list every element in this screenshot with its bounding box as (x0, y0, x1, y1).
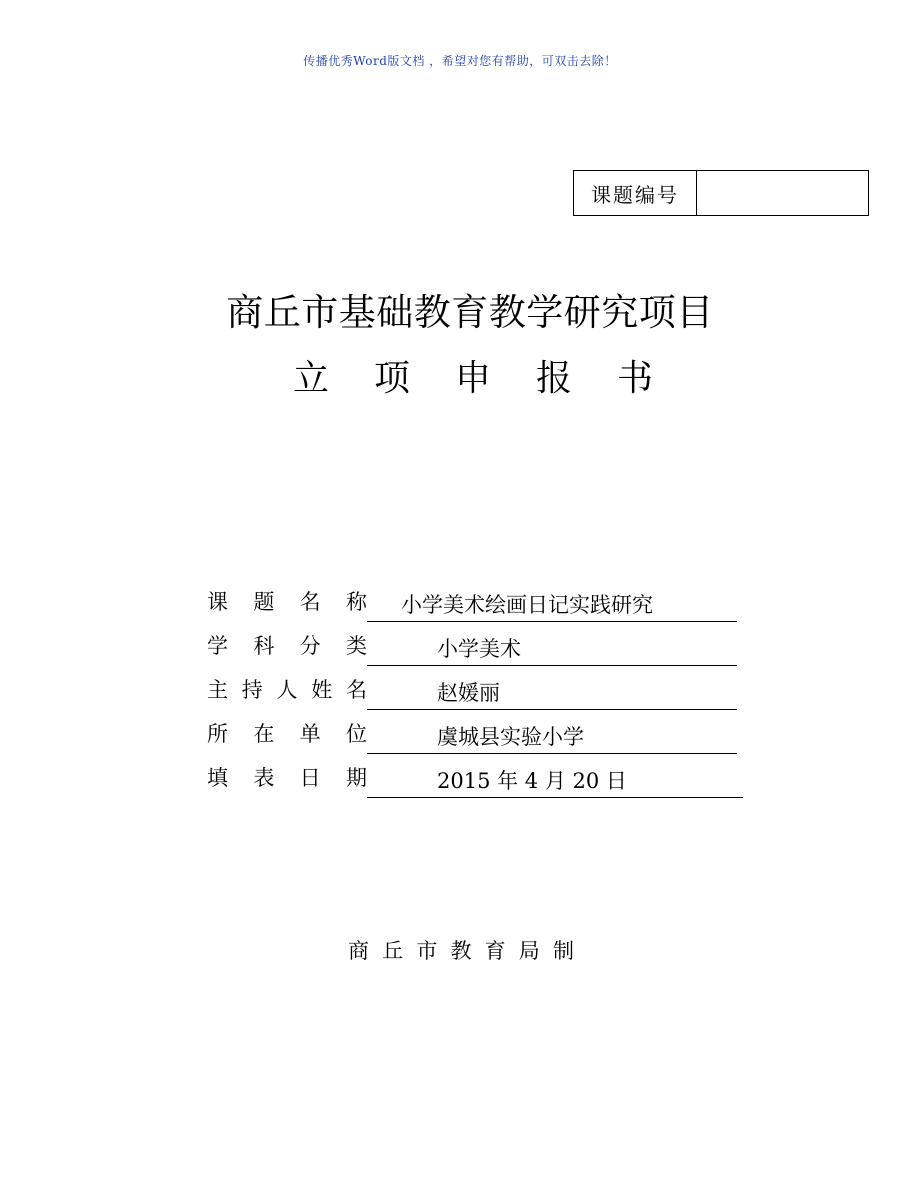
label-char: 名 (346, 678, 367, 702)
field-label-topic (207, 586, 367, 622)
label-char: 姓 (311, 678, 333, 702)
subtitle-char: 申 (454, 358, 491, 399)
label-char: 所 (207, 722, 228, 746)
label-char: 类 (345, 634, 367, 658)
label-char: 表 (253, 766, 275, 790)
subtitle-char: 报 (535, 358, 572, 399)
project-code-field[interactable] (697, 171, 868, 215)
document-title: 商丘市基础教育教学研究项目 (226, 291, 714, 334)
document-subtitle (293, 350, 653, 401)
label-char: 持 (241, 678, 263, 702)
field-value-unit[interactable]: 虞城县实验小学 (367, 718, 737, 754)
project-code-box (573, 170, 869, 216)
label-char: 科 (253, 634, 275, 658)
field-row-topic (207, 578, 747, 622)
field-row-date (207, 754, 747, 798)
footer-char: 制 (552, 939, 574, 963)
subtitle-char: 立 (293, 358, 330, 399)
label-char: 日 (299, 766, 321, 790)
field-label-subject (207, 630, 367, 666)
subtitle-char: 书 (616, 358, 653, 399)
label-char: 分 (299, 634, 321, 658)
subtitle-char: 项 (373, 358, 410, 399)
field-value-host[interactable]: 赵媛丽 (367, 674, 737, 710)
label-char: 题 (253, 590, 275, 614)
label-char: 在 (253, 722, 275, 746)
document-banner: 传播优秀Word版文档 ，希望对您有帮助，可双击去除！ (303, 54, 617, 68)
label-char: 学 (207, 634, 228, 658)
field-value-subject[interactable]: 小学美术 (367, 630, 737, 666)
field-row-host (207, 666, 747, 710)
footer-char: 市 (416, 939, 438, 963)
field-label-unit (207, 718, 367, 754)
field-value-date[interactable]: 2015 年 4 月 20 日 (367, 762, 743, 798)
footer-char: 育 (484, 939, 506, 963)
label-char: 称 (345, 590, 367, 614)
label-char: 填 (207, 766, 228, 790)
label-char: 主 (207, 678, 228, 702)
field-value-topic[interactable]: 小学美术绘画日记实践研究 (367, 586, 737, 622)
footer-char: 丘 (382, 939, 404, 963)
field-row-unit (207, 710, 747, 754)
footer-char: 商 (348, 939, 369, 963)
label-char: 名 (299, 590, 321, 614)
field-row-subject (207, 622, 747, 666)
footer-char: 局 (518, 939, 540, 963)
label-char: 人 (276, 678, 298, 702)
field-label-host (207, 674, 367, 710)
label-char: 单 (299, 722, 321, 746)
footer-char: 教 (450, 939, 472, 963)
project-code-label: 课题编号 (574, 171, 697, 215)
label-char: 课 (207, 590, 228, 614)
info-fields (207, 578, 747, 798)
label-char: 期 (345, 766, 367, 790)
label-char: 位 (345, 722, 367, 746)
field-label-date (207, 762, 367, 798)
issuer-footer (348, 935, 574, 965)
